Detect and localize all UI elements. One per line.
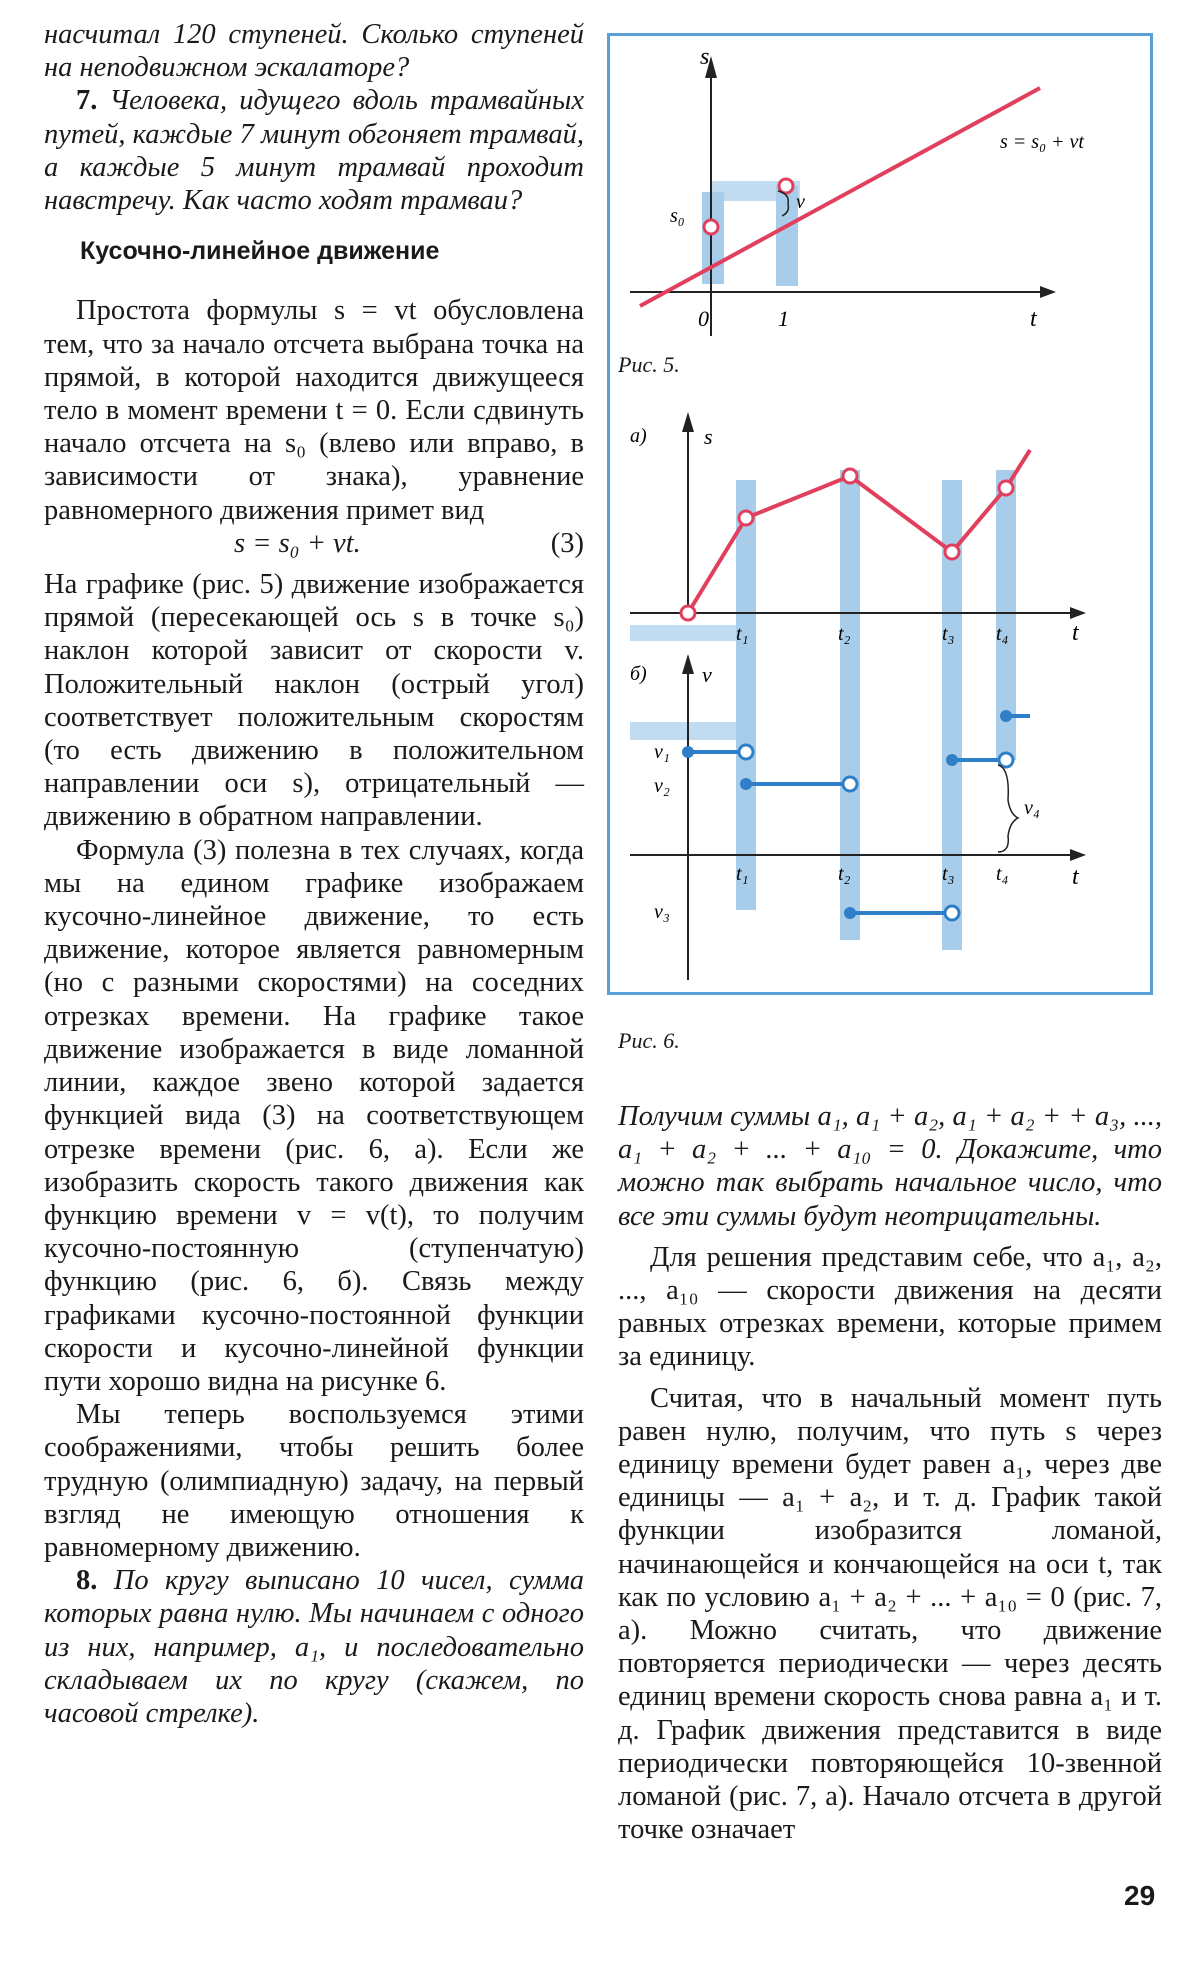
label-v: v bbox=[796, 191, 805, 213]
problem-7-text: Человека, идущего вдоль трамвайных путей, каждые 7 минут обгоняет трамвай, а каждые 5 минут трамвай проходит навстречу. Как часто ходят трамваи? bbox=[44, 85, 584, 217]
band-one bbox=[776, 186, 798, 286]
label-t-a: t bbox=[1072, 620, 1079, 646]
label-v1: v₁ bbox=[654, 741, 670, 763]
paragraph-olympiad: Мы теперь воспользуемся этими соображениями, чтобы решить более трудную (олимпиадную) задачу, на первый взгляд не имеющую отношения к равномерному движению. bbox=[44, 1399, 584, 1563]
label-t1-a: t₁ bbox=[736, 623, 749, 645]
paragraph-escalator-end: насчитал 120 ступеней. Сколько ступеней на неподвижном эскалаторе? bbox=[44, 19, 584, 84]
point-s0 bbox=[704, 220, 718, 234]
label-1: 1 bbox=[778, 306, 789, 331]
paragraph-piecewise: Формула (3) полезна в тех случаях, когда мы на едином графике изображаем кусочно-линейное движение, то есть движение, которое является равномерным (но с разными скоростями) на соседних отрезках времени. На графике такое движение изображается в виде ломанной линии, каждое звено которой задается функцией вида (3) на соответствующем отрезке времени (рис. 6, а). Если же изобразить скорость такого движения как функцию времени v = v(t), то получим кусочно-постоянную (ступенчатую) функцию (рис. 6, б). Связь между графиками кусочно-постоянной функции скорости и кусочно-линейной функции пути хорошо видна на рисунке 6. bbox=[44, 834, 584, 1397]
axis-t-arrow bbox=[1040, 286, 1056, 298]
label-t-b: t bbox=[1072, 864, 1079, 890]
problem-7 bbox=[44, 84, 584, 217]
step-v1-end bbox=[739, 745, 753, 759]
caption-fig6: Рис. 6. bbox=[618, 1028, 680, 1053]
page-number: 29 bbox=[1124, 1880, 1156, 1911]
paragraph-formula-intro: Простота формулы s = vt обусловлена тем, что за начало отсчета выбрана точка на прямой, в которой находится движущееся тело в момент времени t = 0. Если сдвинуть начало отсчета на s₀ (влево или вправо, в зависимости от знака), уравнение равномерного движения примет вид bbox=[44, 295, 584, 526]
point-a2 bbox=[843, 469, 857, 483]
axis-s-a-arrow bbox=[682, 412, 694, 432]
step-v1-start bbox=[682, 746, 694, 758]
label-s-a: s bbox=[704, 424, 713, 449]
formula-expression: s = s₀ + vt. bbox=[234, 527, 361, 559]
figure-5 bbox=[610, 36, 1150, 336]
label-panel-b: б) bbox=[630, 663, 647, 685]
point-a1 bbox=[739, 511, 753, 525]
step-v4-start bbox=[946, 754, 958, 766]
problem-8-text: По кругу выписано 10 чисел, сумма которых равна нулю. Мы начинаем с одного из них, например, a₁, и последовательно складываем их по кругу (скажем, по часовой стрелке). bbox=[44, 1565, 585, 1729]
problem-8 bbox=[44, 1564, 584, 1730]
caption-fig5: Рис. 5. bbox=[618, 352, 680, 377]
point-a4 bbox=[999, 481, 1013, 495]
label-panel-a: а) bbox=[630, 425, 647, 447]
label-v-b: v bbox=[702, 662, 712, 687]
label-t4-a: t₄ bbox=[996, 623, 1009, 645]
step-v2-start bbox=[740, 778, 752, 790]
axis-t-b-arrow bbox=[1070, 849, 1086, 861]
step-v2-end bbox=[843, 777, 857, 791]
step-v3-start bbox=[844, 907, 856, 919]
label-t2-b: t₂ bbox=[838, 863, 851, 885]
point-a0 bbox=[681, 606, 695, 620]
section-heading: Кусочно-линейное движение bbox=[80, 237, 440, 266]
label-s: s bbox=[700, 44, 710, 70]
band-v2 bbox=[630, 625, 750, 641]
label-t1-b: t₁ bbox=[736, 863, 749, 885]
right-column bbox=[618, 1100, 1162, 1846]
band-v3 bbox=[630, 722, 740, 740]
step-v5-start bbox=[1000, 710, 1012, 722]
line-s-plot bbox=[640, 88, 1040, 306]
label-v2: v₂ bbox=[654, 775, 670, 797]
problem-7-number: 7. bbox=[76, 85, 98, 117]
label-origin: 0 bbox=[698, 306, 709, 331]
band-t1 bbox=[736, 480, 756, 910]
label-v3: v₃ bbox=[654, 901, 670, 923]
figure-6 bbox=[610, 400, 1150, 990]
label-equation: s = s₀ + vt bbox=[1000, 131, 1084, 153]
problem-8-continued: Получим суммы a₁, a₁ + a₂, a₁ + a₂ + + a₃, ..., a₁ + a₂ + ... + a₁₀ = 0. Докажите, что можно так выбрать начальное число, что все эти суммы будут неотрицательны. bbox=[618, 1101, 1162, 1232]
axis-t-a-arrow bbox=[1070, 607, 1086, 619]
left-column bbox=[44, 18, 584, 1730]
label-v4: v₄ bbox=[1024, 797, 1040, 819]
paragraph-solution-2: Считая, что в начальный момент путь равен нулю, получим, что путь s через единицу времени будет равен a₁, через две единицы — a₁ + a₂, и т. д. График такой функции изобразится ломаной, начинающейся и кончающейся на оси t, так как по условию a₁ + a₂ + ... + a₁₀ = 0 (рис. 7, а). Можно считать, что движение повторяется периодически — через десять единиц времени скорость снова равна a₁ и т. д. График движения представится в виде периодически повторяющейся 10-звенной ломаной (рис. 7, а). Начало отсчета в другой точке означает bbox=[618, 1382, 1162, 1846]
paragraph-solution-1: Для решения представим себе, что a₁, a₂, ..., a₁₀ — скорости движения на десяти равных отрезках времени, которые примем за единицу. bbox=[618, 1241, 1162, 1373]
step-v4-end bbox=[999, 753, 1013, 767]
label-t3-b: t₃ bbox=[942, 863, 955, 885]
formula-number: (3) bbox=[550, 527, 584, 559]
label-t4-b: t₄ bbox=[996, 863, 1009, 885]
label-t2-a: t₂ bbox=[838, 623, 851, 645]
point-a3 bbox=[945, 545, 959, 559]
paragraph-fig5: На графике (рис. 5) движение изображается прямой (пересекающей ось s в точке s₀) наклон которой зависит от скорости v. Положительный наклон (острый угол) соответствует положительным скоростям (то есть движению в положительном направлении оси s), отрицательный — движению в обратном направлении. bbox=[44, 569, 584, 833]
axis-v-b-arrow bbox=[682, 654, 694, 674]
point-1 bbox=[779, 179, 793, 193]
label-t: t bbox=[1030, 306, 1037, 332]
brace-v4 bbox=[998, 765, 1018, 852]
label-s0: s₀ bbox=[670, 205, 685, 227]
step-v3-end bbox=[945, 906, 959, 920]
label-t3-a: t₃ bbox=[942, 623, 955, 645]
problem-8-number: 8. bbox=[76, 1565, 98, 1597]
formula-3 bbox=[44, 527, 584, 560]
